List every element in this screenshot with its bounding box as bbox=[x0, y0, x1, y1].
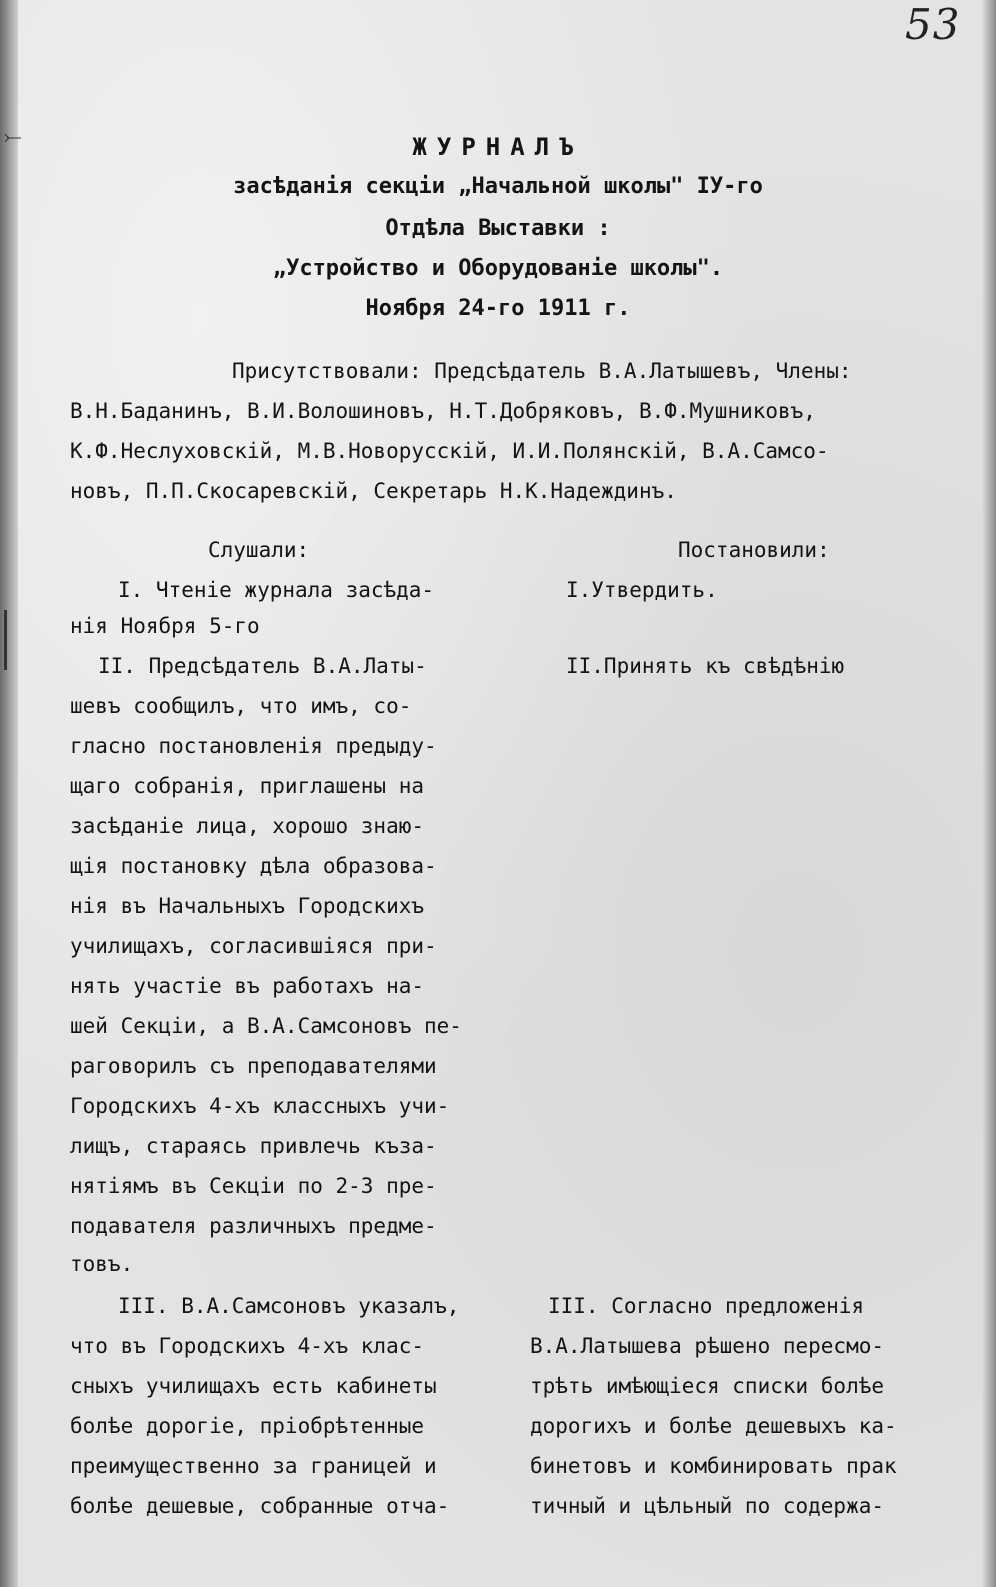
minutes-line: болѣе дорогіе, пріобрѣтенные bbox=[70, 1414, 425, 1438]
minutes-line: раговорилъ съ преподавателями bbox=[70, 1054, 437, 1078]
minutes-line: лищъ, стараясь привлечь къза- bbox=[70, 1134, 437, 1158]
minutes-line: гласно постановленія предыду- bbox=[70, 734, 437, 758]
minutes-line: I. Чтеніе журнала засѣда- bbox=[118, 578, 435, 602]
meeting-date: Ноября 24-го 1911 г. bbox=[365, 296, 631, 321]
minutes-line: нія въ Начальныхъ Городскихъ bbox=[70, 894, 425, 918]
margin-bracket bbox=[4, 610, 7, 670]
minutes-line: что въ Городскихъ 4-хъ клас- bbox=[70, 1334, 425, 1358]
attendees-line: Присутствовали: Предсѣдатель В.А.Латышевъ, Члены: bbox=[232, 359, 852, 383]
decision-line: В.А.Латышева рѣшено пересмо- bbox=[530, 1334, 885, 1358]
minutes-line: нія Ноября 5-го bbox=[70, 614, 260, 638]
minutes-line: щія постановку дѣла образова- bbox=[70, 854, 437, 878]
minutes-line: щаго собранія, приглашены на bbox=[70, 774, 425, 798]
attendees-line: К.Ф.Неслуховскій, М.В.Новорусскій, И.И.Полянскій, В.А.Самсо- bbox=[70, 439, 829, 463]
decision-line: бинетовъ и комбинировать прак bbox=[530, 1454, 897, 1478]
minutes-line: засѣданіе лица, хорошо знаю- bbox=[70, 814, 425, 838]
minutes-line: сныхъ училищахъ есть кабинеты bbox=[70, 1374, 437, 1398]
decision-line: тичный и цѣльный по содержа- bbox=[530, 1494, 885, 1518]
subtitle-line: Отдѣла Выставки : bbox=[385, 216, 611, 241]
punch-mark: ⤚ bbox=[4, 125, 22, 150]
attendees-line: В.Н.Баданинъ, В.И.Волошиновъ, Н.Т.Добряковъ, В.Ф.Мушниковъ, bbox=[70, 399, 816, 423]
minutes-line: училищахъ, согласившіяся при- bbox=[70, 934, 437, 958]
minutes-line: шевъ сообщилъ, что имъ, со- bbox=[70, 694, 412, 718]
minutes-line: подавателя различныхъ предме- bbox=[70, 1214, 437, 1238]
subtitle-line: засѣданія секціи „Начальной школы" IУ-го bbox=[233, 174, 763, 199]
minutes-line: болѣе дешевые, собранные отча- bbox=[70, 1494, 450, 1518]
minutes-line: III. В.А.Самсоновъ указалъ, bbox=[118, 1294, 460, 1318]
minutes-line: преимущественно за границей и bbox=[70, 1454, 437, 1478]
decision-line: трѣть имѣющіеся списки болѣе bbox=[530, 1374, 885, 1398]
subtitle-line: „Устройство и Оборудованіе школы". bbox=[272, 256, 724, 281]
decision-line: дорогихъ и болѣе дешевыхъ ка- bbox=[530, 1414, 897, 1438]
minutes-line: товъ. bbox=[70, 1252, 134, 1276]
minutes-line: нять участіе въ работахъ на- bbox=[70, 974, 425, 998]
heard-heading: Слушали: bbox=[208, 538, 310, 562]
decision-line: I.Утвердить. bbox=[566, 578, 718, 602]
attendees-line: новъ, П.П.Скосаревскій, Секретарь Н.К.Надеждинъ. bbox=[70, 479, 677, 503]
decision-line: III. Согласно предложенія bbox=[548, 1294, 865, 1318]
page-number: 53 bbox=[905, 0, 961, 49]
document-title: ЖУРНАЛЪ bbox=[412, 133, 584, 161]
minutes-line: Городскихъ 4-хъ классныхъ учи- bbox=[70, 1094, 450, 1118]
minutes-line: II. Предсѣдатель В.А.Латы- bbox=[98, 654, 427, 678]
minutes-line: нятіямъ въ Секціи по 2-3 пре- bbox=[70, 1174, 437, 1198]
decided-heading: Постановили: bbox=[678, 538, 830, 562]
minutes-line: шей Секціи, а В.А.Самсоновъ пе- bbox=[70, 1014, 462, 1038]
decision-line: II.Принять къ свѣдѣнію bbox=[566, 654, 845, 678]
